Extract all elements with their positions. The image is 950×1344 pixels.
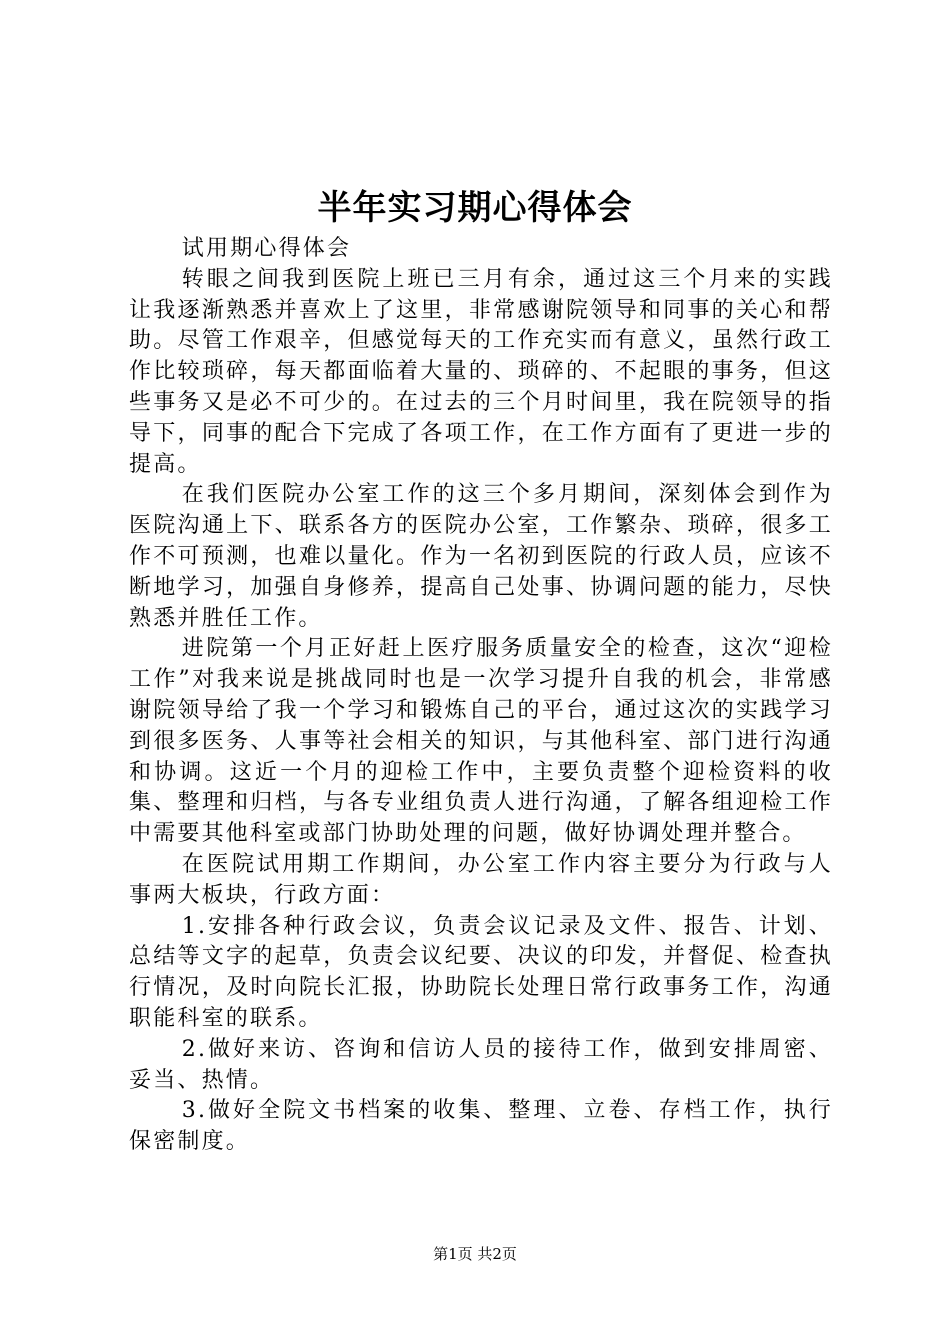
document-body [129,234,833,1158]
page-number: 第1页 共2页 [433,1245,517,1263]
document-title: 半年实习期心得体会 [317,188,633,228]
paragraph-intro: 转眼之间我到医院上班已三月有余，通过这三个月来的实践让我逐渐熟悉并喜欢上了这里，非常感谢院领导和同事的关心和帮助。尽管工作艰辛，但感觉每天的工作充实而有意义，虽然行政工作比较琐碎，每天都面临着大量的、琐碎的、不起眼的事务，但这些事务又是必不可少的。在过去的三个月时间里，我在院领导的指导下，同事的配合下完成了各项工作，在工作方面有了更进一步的提高。 [129,266,833,477]
paragraph-inspection: 进院第一个月正好赶上医疗服务质量安全的检查，这次“迎检工作”对我来说是挑战同时也是一次学习提升自我的机会，非常感谢院领导给了我一个学习和锻炼自己的平台，通过这次的实践学习到很多医务、人事等社会相关的知识，与其他科室、部门进行沟通和协调。这近一个月的迎检工作中，主要负责整个迎检资料的收集、整理和归档，与各专业组负责人进行沟通，了解各组迎检工作中需要其他科室或部门协助处理的问题，做好协调处理并整合。 [129,636,833,847]
paragraph-work-scope: 在医院试用期工作期间，办公室工作内容主要分为行政与人事两大板块，行政方面： [129,851,833,908]
list-item-3: 3.做好全院文书档案的收集、整理、立卷、存档工作，执行保密制度。 [129,1098,833,1155]
list-item-1: 1.安排各种行政会议，负责会议记录及文件、报告、计划、总结等文字的起草，负责会议纪要、决议的印发，并督促、检查执行情况，及时向院长汇报，协助院长处理日常行政事务工作，沟通职能科室的联系。 [129,913,833,1031]
list-item-2: 2.做好来访、咨询和信访人员的接待工作，做到安排周密、妥当、热情。 [129,1036,833,1093]
paragraph-subtitle: 试用期心得体会 [181,236,352,261]
paragraph-office-work: 在我们医院办公室工作的这三个多月期间，深刻体会到作为医院沟通上下、联系各方的医院办公室，工作繁杂、琐碎，很多工作不可预测，也难以量化。作为一名初到医院的行政人员，应该不断地学习，加强自身修养，提高自己处事、协调问题的能力，尽快熟悉并胜任工作。 [129,482,833,631]
